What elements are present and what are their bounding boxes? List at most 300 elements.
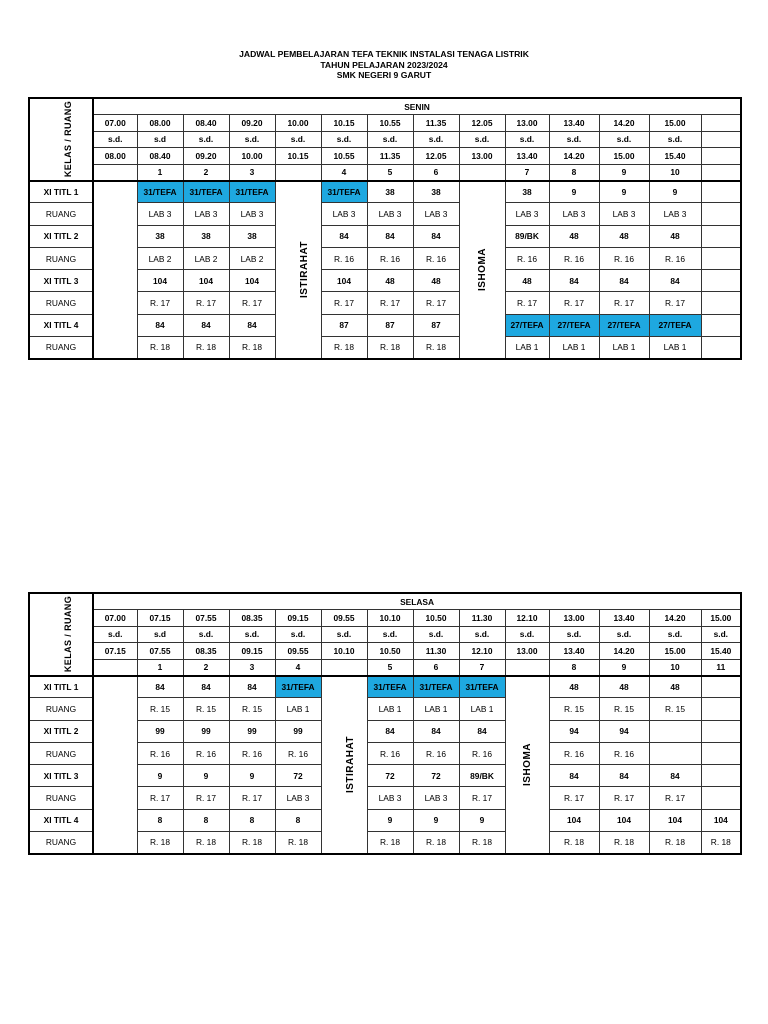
time-start-cell: 13.40 [599,610,649,627]
time-sd-cell: s.d. [275,626,321,643]
jam-number-cell: 4 [321,164,367,181]
time-start-cell: 10.50 [413,610,459,627]
time-sd-cell: s.d. [321,131,367,148]
class-label: XI TITL 4 [29,809,93,831]
room-cell: LAB 1 [549,337,599,359]
subject-cell: 9 [367,809,413,831]
istirahat-break [275,181,321,359]
title-line-3: SMK NEGERI 9 GARUT [336,70,432,80]
room-cell: LAB 3 [183,203,229,225]
room-cell: R. 18 [413,832,459,854]
subject-cell: 9 [649,181,701,203]
room-cell: R. 15 [649,698,701,720]
time-end-cell: 15.00 [649,643,701,660]
subject-cell: 8 [275,809,321,831]
time-start-cell: 15.00 [649,115,701,132]
room-cell: LAB 1 [599,337,649,359]
time-end-cell: 13.00 [459,148,505,165]
subject-cell: 84 [413,720,459,742]
time-sd-cell: s.d. [649,626,701,643]
room-cell: R. 17 [183,292,229,314]
time-sd-cell: s.d. [229,626,275,643]
time-end-cell: 13.40 [505,148,549,165]
subject-cell: 84 [183,676,229,698]
subject-cell: 31/TEFA [367,676,413,698]
schedule-table-senin [28,97,742,360]
room-cell: R. 16 [229,742,275,764]
time-sd-cell: s.d. [549,131,599,148]
subject-cell: 9 [183,765,229,787]
jam-number-cell: 5 [367,164,413,181]
room-cell: R. 18 [183,337,229,359]
jam-number-cell: 8 [549,659,599,676]
subject-cell: 99 [275,720,321,742]
subject-cell: 38 [413,181,459,203]
room-cell [701,698,741,720]
room-cell: R. 18 [229,337,275,359]
subject-cell [701,676,741,698]
time-start-cell: 13.00 [549,610,599,627]
subject-cell: 104 [183,270,229,292]
kelas-ruang-header [29,98,93,181]
subject-cell [701,314,741,336]
room-cell: R. 17 [649,787,701,809]
room-cell [649,742,701,764]
time-sd-cell: s.d. [459,626,505,643]
ishoma-break [505,676,549,854]
subject-cell: 99 [137,720,183,742]
subject-cell: 38 [229,225,275,247]
subject-cell: 72 [275,765,321,787]
time-end-cell: 10.55 [321,148,367,165]
subject-cell: 31/TEFA [183,181,229,203]
jam-number-cell: 10 [649,164,701,181]
room-cell [701,337,741,359]
subject-cell: 48 [549,225,599,247]
room-cell: LAB 3 [275,787,321,809]
time-end-cell: 10.15 [275,148,321,165]
time-start-cell: 10.10 [367,610,413,627]
subject-cell: 27/TEFA [505,314,549,336]
room-cell: R. 16 [599,742,649,764]
subject-cell [701,765,741,787]
room-label: RUANG [29,247,93,269]
time-end-cell: 11.35 [367,148,413,165]
jam-number-cell: 5 [367,659,413,676]
room-cell: LAB 1 [649,337,701,359]
subject-cell [701,720,741,742]
time-start-cell: 07.15 [137,610,183,627]
subject-cell: 104 [701,809,741,831]
room-cell: LAB 3 [649,203,701,225]
subject-cell: 87 [413,314,459,336]
jam-number-cell: 4 [275,659,321,676]
room-cell: R. 16 [367,742,413,764]
jam-number-cell: 10 [649,659,701,676]
room-cell: R. 18 [275,832,321,854]
time-sd-cell [701,131,741,148]
time-end-cell: 15.00 [599,148,649,165]
kegiatan-keagamaan-break [93,676,137,854]
class-label: XI TITL 1 [29,676,93,698]
subject-cell: 38 [137,225,183,247]
time-start-cell: 07.00 [93,610,137,627]
time-sd-cell: s.d. [229,131,275,148]
subject-cell: 84 [599,765,649,787]
room-label: RUANG [29,698,93,720]
subject-cell: 31/TEFA [229,181,275,203]
room-cell: LAB 3 [413,203,459,225]
time-sd-cell: s.d. [505,626,549,643]
room-cell: R. 16 [137,742,183,764]
jam-number-cell [459,164,505,181]
jam-number-cell: 6 [413,659,459,676]
kelas-ruang-header [29,593,93,676]
time-sd-cell: s.d. [459,131,505,148]
time-start-cell: 09.20 [229,115,275,132]
room-cell: R. 18 [701,832,741,854]
subject-cell: 104 [549,809,599,831]
subject-cell: 72 [413,765,459,787]
subject-cell: 9 [137,765,183,787]
room-cell: R. 18 [321,337,367,359]
class-label: XI TITL 3 [29,765,93,787]
subject-cell: 8 [229,809,275,831]
subject-cell: 84 [413,225,459,247]
room-cell: R. 17 [229,787,275,809]
room-cell: LAB 3 [505,203,549,225]
time-sd-cell: s.d. [701,626,741,643]
room-cell [701,247,741,269]
room-cell: R. 15 [137,698,183,720]
time-start-cell: 07.00 [93,115,137,132]
room-cell [701,292,741,314]
room-cell: R. 18 [229,832,275,854]
jam-number-cell: 9 [599,164,649,181]
subject-cell: 27/TEFA [649,314,701,336]
subject-cell: 27/TEFA [549,314,599,336]
room-label: RUANG [29,832,93,854]
subject-cell: 89/BK [459,765,505,787]
time-sd-cell: s.d. [413,626,459,643]
room-cell: R. 17 [367,292,413,314]
subject-cell: 9 [229,765,275,787]
time-start-cell: 08.00 [137,115,183,132]
room-cell: R. 16 [413,247,459,269]
time-start-cell: 13.40 [549,115,599,132]
subject-cell: 84 [599,270,649,292]
subject-cell: 48 [413,270,459,292]
time-start-cell: 12.05 [459,115,505,132]
room-cell: R. 18 [367,337,413,359]
subject-cell: 104 [649,809,701,831]
room-cell: R. 17 [137,787,183,809]
subject-cell: 9 [459,809,505,831]
time-end-cell: 07.15 [93,643,137,660]
time-sd-cell: s.d. [505,131,549,148]
subject-cell [649,720,701,742]
istirahat-break [321,676,367,854]
subject-cell: 84 [321,225,367,247]
subject-cell: 48 [599,676,649,698]
subject-cell: 8 [137,809,183,831]
room-cell: R. 16 [321,247,367,269]
time-sd-cell: s.d [137,131,183,148]
subject-cell: 104 [599,809,649,831]
room-cell: R. 15 [229,698,275,720]
room-cell: R. 17 [321,292,367,314]
subject-cell: 31/TEFA [459,676,505,698]
subject-cell [701,270,741,292]
subject-cell: 84 [367,720,413,742]
jam-number-cell: 1 [137,164,183,181]
time-sd-cell: s.d. [413,131,459,148]
time-end-cell [701,148,741,165]
room-cell: LAB 3 [321,203,367,225]
subject-cell: 84 [367,225,413,247]
subject-cell: 104 [137,270,183,292]
room-cell: R. 18 [599,832,649,854]
time-end-cell: 14.20 [549,148,599,165]
room-cell: R. 18 [367,832,413,854]
class-label: XI TITL 1 [29,181,93,203]
subject-cell: 31/TEFA [137,181,183,203]
ishoma-break [459,181,505,359]
time-end-cell: 11.30 [413,643,459,660]
subject-cell: 89/BK [505,225,549,247]
room-cell: LAB 1 [275,698,321,720]
room-cell: LAB 3 [367,787,413,809]
subject-cell: 8 [183,809,229,831]
room-cell: LAB 3 [229,203,275,225]
room-cell: LAB 3 [599,203,649,225]
room-cell: R. 17 [137,292,183,314]
room-label: RUANG [29,742,93,764]
jam-number-cell [701,164,741,181]
jam-number-cell: 7 [459,659,505,676]
room-cell: R. 18 [459,832,505,854]
subject-cell: 48 [599,225,649,247]
kelas-ruang-label: KELAS / RUANG [63,596,74,673]
jam-number-cell: 8 [549,164,599,181]
room-cell: R. 16 [599,247,649,269]
time-start-cell: 14.20 [649,610,701,627]
time-start-cell: 10.00 [275,115,321,132]
room-cell: LAB 3 [413,787,459,809]
room-cell: R. 18 [137,337,183,359]
subject-cell: 48 [549,676,599,698]
room-cell: R. 17 [183,787,229,809]
subject-cell: 84 [137,676,183,698]
jam-number-cell: 6 [413,164,459,181]
subject-cell: 38 [183,225,229,247]
time-end-cell: 14.20 [599,643,649,660]
ishoma-break-text: ISHOMA [476,248,488,292]
time-sd-cell: s.d. [93,131,137,148]
subject-cell: 104 [321,270,367,292]
subject-cell: 84 [229,676,275,698]
subject-cell: 31/TEFA [413,676,459,698]
jam-number-cell [93,659,137,676]
subject-cell [701,181,741,203]
room-cell: R. 18 [549,832,599,854]
time-start-cell: 09.55 [321,610,367,627]
subject-cell: 38 [367,181,413,203]
jam-number-cell [505,659,549,676]
room-cell: LAB 1 [367,698,413,720]
room-cell: R. 17 [549,292,599,314]
time-end-cell: 08.40 [137,148,183,165]
room-cell: LAB 3 [137,203,183,225]
subject-cell: 84 [549,270,599,292]
subject-cell: 94 [549,720,599,742]
ishoma-break-text: ISHOMA [521,743,533,787]
room-cell: R. 17 [229,292,275,314]
room-cell: LAB 1 [459,698,505,720]
time-end-cell: 12.10 [459,643,505,660]
room-cell: R. 17 [413,292,459,314]
subject-cell: 48 [505,270,549,292]
room-label: RUANG [29,203,93,225]
time-start-cell: 12.10 [505,610,549,627]
jam-number-cell: 3 [229,164,275,181]
room-cell: LAB 2 [229,247,275,269]
time-end-cell: 15.40 [649,148,701,165]
time-sd-cell: s.d. [183,626,229,643]
jam-number-cell [275,164,321,181]
subject-cell: 72 [367,765,413,787]
jam-number-cell: 2 [183,659,229,676]
subject-cell: 104 [229,270,275,292]
time-end-cell: 08.00 [93,148,137,165]
room-cell [701,203,741,225]
time-start-cell: 07.55 [183,610,229,627]
time-start-cell: 11.30 [459,610,505,627]
subject-cell: 9 [413,809,459,831]
subject-cell: 87 [367,314,413,336]
room-cell [701,742,741,764]
room-cell: R. 16 [549,742,599,764]
time-end-cell: 09.55 [275,643,321,660]
room-cell: R. 17 [599,292,649,314]
room-cell: R. 15 [549,698,599,720]
jam-number-cell [321,659,367,676]
subject-cell [701,225,741,247]
subject-cell: 9 [599,181,649,203]
subject-cell: 31/TEFA [321,181,367,203]
time-start-cell: 15.00 [701,610,741,627]
time-sd-cell: s.d. [93,626,137,643]
time-end-cell: 13.00 [505,643,549,660]
subject-cell: 84 [549,765,599,787]
time-end-cell: 10.50 [367,643,413,660]
document-title [0,49,768,81]
room-cell: R. 16 [505,247,549,269]
day-header: SELASA [93,593,741,610]
subject-cell: 9 [549,181,599,203]
room-label: RUANG [29,292,93,314]
room-cell: R. 15 [183,698,229,720]
subject-cell: 84 [229,314,275,336]
time-start-cell [701,115,741,132]
time-sd-cell: s.d. [599,626,649,643]
time-start-cell: 13.00 [505,115,549,132]
room-cell: R. 17 [549,787,599,809]
subject-cell: 48 [367,270,413,292]
title-line-2: TAHUN PELAJARAN 2023/2024 [320,59,448,70]
day-header: SENIN [93,98,741,115]
room-cell: R. 18 [649,832,701,854]
class-label: XI TITL 4 [29,314,93,336]
jam-number-cell: 3 [229,659,275,676]
title-line-1: JADWAL PEMBELAJARAN TEFA TEKNIK INSTALASI TENAGA LISTRIK [239,49,529,59]
jam-number-cell: 9 [599,659,649,676]
room-cell: R. 17 [459,787,505,809]
room-cell: LAB 2 [183,247,229,269]
time-end-cell: 10.10 [321,643,367,660]
room-cell [701,787,741,809]
time-start-cell: 09.15 [275,610,321,627]
subject-cell: 48 [649,225,701,247]
subject-cell: 84 [649,765,701,787]
subject-cell: 31/TEFA [275,676,321,698]
time-start-cell: 10.15 [321,115,367,132]
upacara-break [93,181,137,359]
room-cell: R. 16 [183,742,229,764]
room-cell: R. 17 [649,292,701,314]
class-label: XI TITL 2 [29,720,93,742]
subject-cell: 99 [229,720,275,742]
time-end-cell: 15.40 [701,643,741,660]
subject-cell: 99 [183,720,229,742]
time-sd-cell: s.d. [183,131,229,148]
time-start-cell: 08.40 [183,115,229,132]
class-label: XI TITL 2 [29,225,93,247]
time-end-cell: 09.15 [229,643,275,660]
class-label: XI TITL 3 [29,270,93,292]
subject-cell: 48 [649,676,701,698]
kelas-ruang-label: KELAS / RUANG [63,101,74,178]
room-cell: R. 16 [549,247,599,269]
jam-number-cell: 7 [505,164,549,181]
time-end-cell: 10.00 [229,148,275,165]
room-label: RUANG [29,787,93,809]
time-end-cell: 13.40 [549,643,599,660]
room-cell: R. 16 [413,742,459,764]
room-cell: R. 17 [599,787,649,809]
time-end-cell: 12.05 [413,148,459,165]
room-cell: R. 17 [505,292,549,314]
jam-number-cell: 11 [701,659,741,676]
time-sd-cell: s.d. [321,626,367,643]
time-start-cell: 10.55 [367,115,413,132]
time-sd-cell: s.d. [599,131,649,148]
room-cell: LAB 2 [137,247,183,269]
time-start-cell: 11.35 [413,115,459,132]
time-sd-cell: s.d. [549,626,599,643]
room-cell: R. 16 [459,742,505,764]
istirahat-break-text: ISTIRAHAT [344,736,356,794]
room-cell: R. 18 [413,337,459,359]
time-sd-cell: s.d [137,626,183,643]
time-sd-cell: s.d. [367,131,413,148]
room-cell: R. 16 [275,742,321,764]
time-end-cell: 07.55 [137,643,183,660]
time-end-cell: 08.35 [183,643,229,660]
room-cell: R. 16 [649,247,701,269]
subject-cell: 84 [183,314,229,336]
room-cell: R. 15 [599,698,649,720]
